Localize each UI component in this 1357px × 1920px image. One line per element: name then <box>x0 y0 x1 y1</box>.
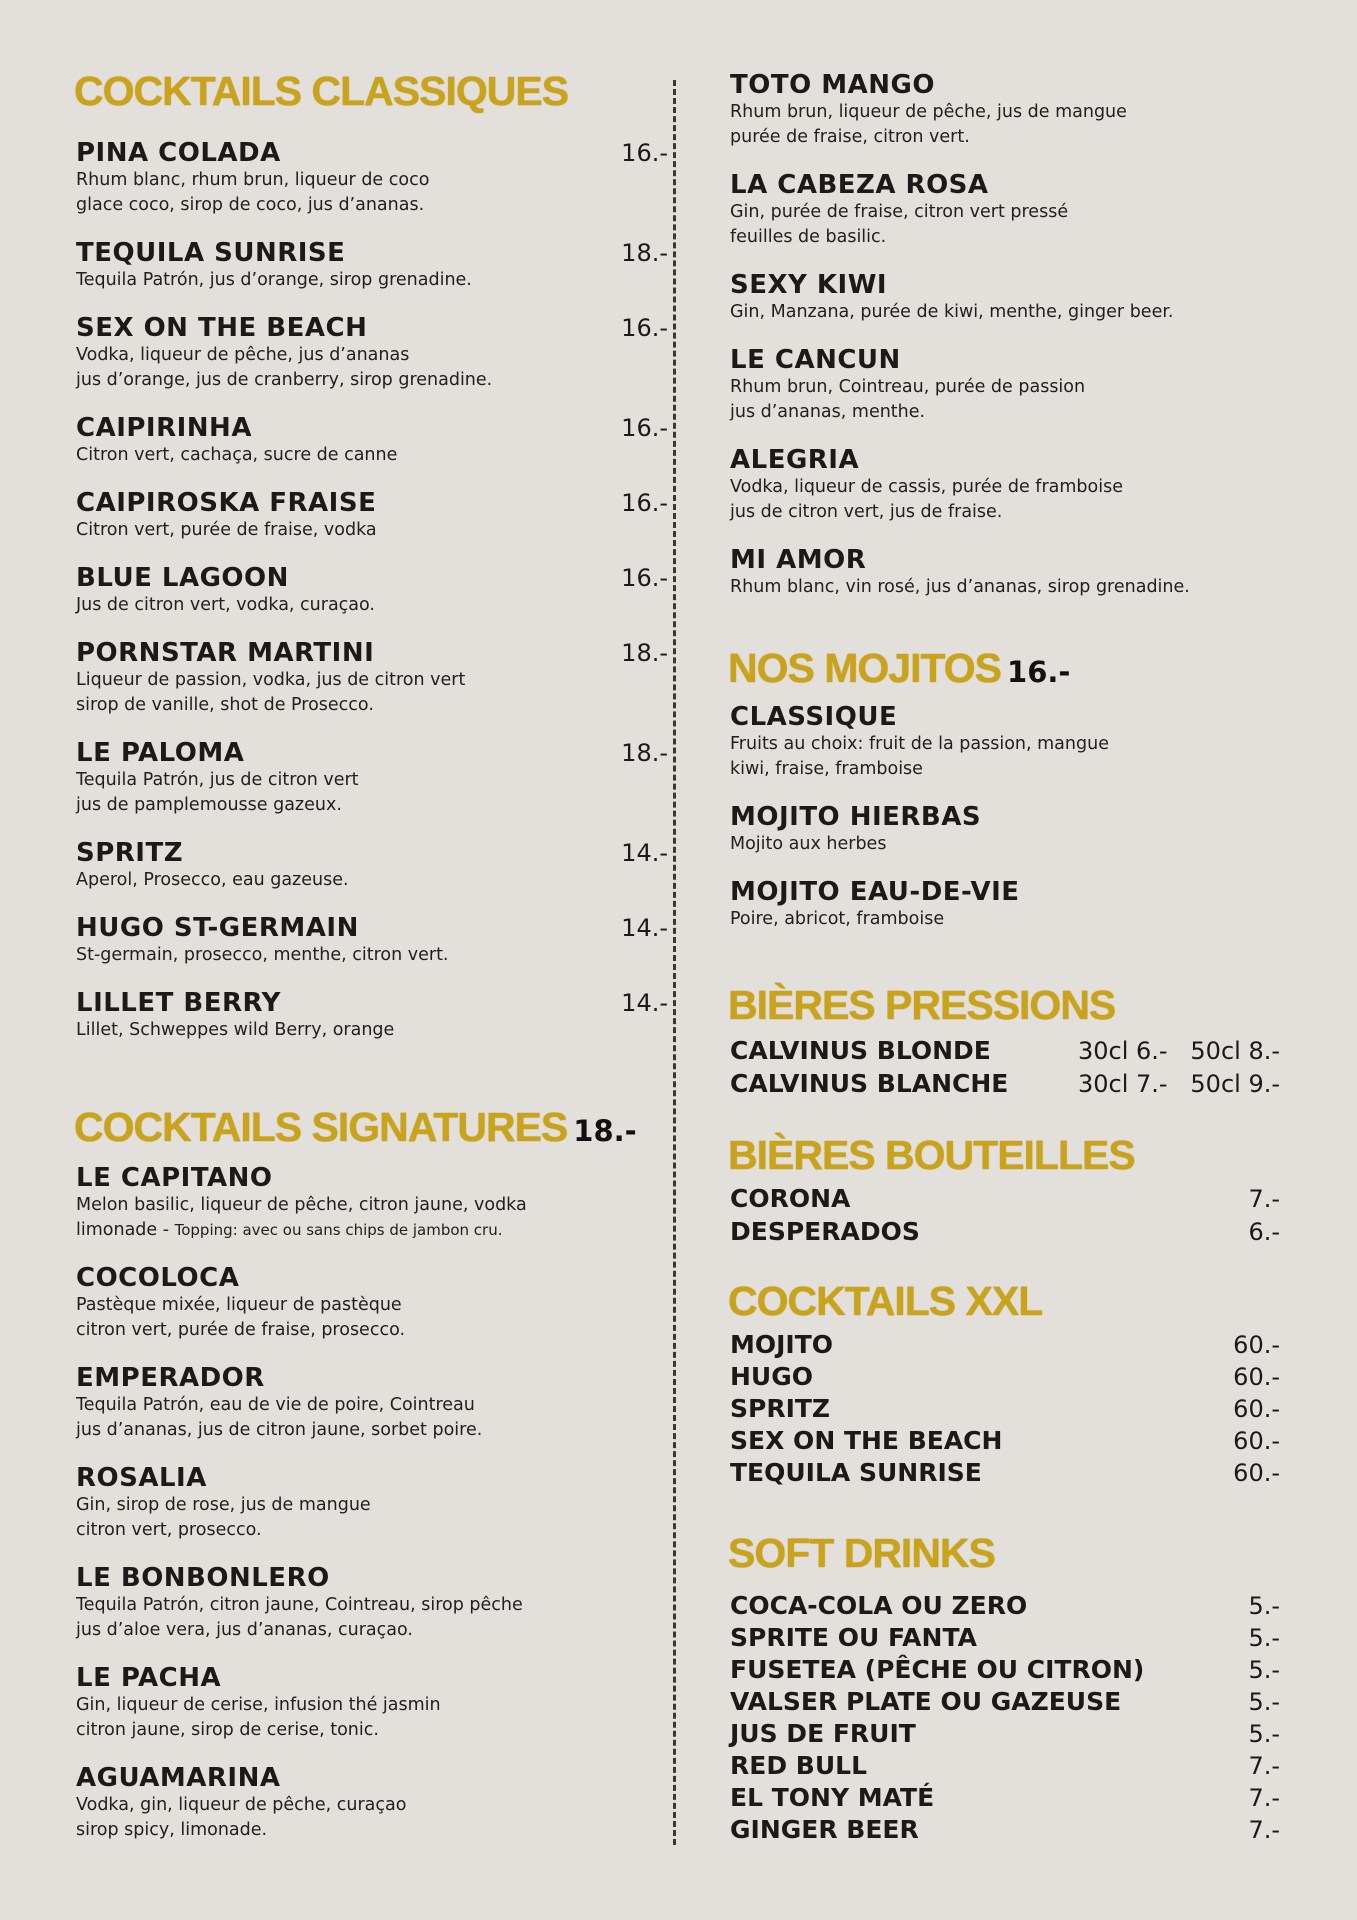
item-name: MOJITO EAU-DE-VIE <box>730 877 1020 907</box>
item-name: PORNSTAR MARTINI <box>76 638 375 668</box>
menu-item <box>76 488 668 543</box>
item-desc-line2: limonade - <box>76 1220 175 1240</box>
item-name: TEQUILA SUNRISE <box>76 238 346 268</box>
row-name: COCA-COLA OU ZERO <box>730 1591 1028 1620</box>
item-desc: Poire, abricot, framboise <box>730 909 945 929</box>
price-row <box>730 1457 1280 1489</box>
row-name: CALVINUS BLONDE <box>730 1036 991 1065</box>
price-row <box>730 1782 1280 1814</box>
row-price: 5.- <box>1248 1592 1280 1620</box>
item-name: LE BONBONLERO <box>76 1563 330 1593</box>
row-name: SEX ON THE BEACH <box>730 1426 1003 1455</box>
price-row <box>730 1361 1280 1393</box>
item-name: TOTO MANGO <box>730 70 935 100</box>
menu-item <box>76 1163 646 1243</box>
item-desc: Liqueur de passion, vodka, jus de citron vert sirop de vanille, shot de Prosecco. <box>76 670 466 715</box>
item-name: MOJITO HIERBAS <box>730 802 982 832</box>
item-name: LE PACHA <box>76 1663 222 1693</box>
menu-item <box>730 170 1280 250</box>
item-desc: Tequila Patrón, eau de vie de poire, Cointreau jus d’ananas, jus de citron jaune, sorbet poire. <box>76 1395 483 1440</box>
item-price: 18.- <box>621 239 668 267</box>
item-desc-line1: Melon basilic, liqueur de pêche, citron jaune, vodka <box>76 1195 527 1215</box>
row-name: JUS DE FRUIT <box>730 1719 916 1748</box>
row-price: 7.- <box>1248 1816 1280 1844</box>
item-desc <box>76 1193 646 1243</box>
price-row <box>730 1216 1280 1248</box>
price-row <box>730 1654 1280 1686</box>
item-price: 14.- <box>621 914 668 942</box>
item-desc: Rhum brun, liqueur de pêche, jus de mangue purée de fraise, citron vert. <box>730 102 1127 147</box>
row-price-50cl: 50cl 9.- <box>1190 1070 1280 1098</box>
row-name: RED BULL <box>730 1751 867 1780</box>
item-desc: Rhum blanc, rhum brun, liqueur de coco glace coco, sirop de coco, jus d’ananas. <box>76 170 430 215</box>
section-title-cocktails-classiques: COCKTAILS CLASSIQUES <box>74 68 569 114</box>
item-desc: St-germain, prosecco, menthe, citron vert. <box>76 945 449 965</box>
item-price: 16.- <box>621 314 668 342</box>
price-row <box>730 1686 1280 1718</box>
section-title-nos-mojitos <box>728 645 1070 692</box>
row-name: DESPERADOS <box>730 1217 920 1246</box>
item-name: COCOLOCA <box>76 1263 240 1293</box>
item-desc: Fruits au choix: fruit de la passion, mangue kiwi, fraise, framboise <box>730 734 1109 779</box>
item-name: SEX ON THE BEACH <box>76 313 368 343</box>
column-divider <box>673 80 676 1845</box>
menu-item <box>730 802 1280 857</box>
menu-item <box>730 70 1280 150</box>
row-price: 7.- <box>1248 1784 1280 1812</box>
item-name: ROSALIA <box>76 1463 207 1493</box>
menu-item <box>730 545 1280 600</box>
menu-item <box>76 1663 646 1743</box>
item-desc: Vodka, liqueur de pêche, jus d’ananas jus d’orange, jus de cranberry, sirop grenadine. <box>76 345 493 390</box>
menu-item <box>730 702 1280 782</box>
item-desc: Gin, Manzana, purée de kiwi, menthe, ginger beer. <box>730 302 1174 322</box>
menu-item <box>76 313 668 393</box>
item-price: 14.- <box>621 989 668 1017</box>
section-price: 16.- <box>1007 655 1071 689</box>
item-price: 16.- <box>621 489 668 517</box>
item-name: ALEGRIA <box>730 445 860 475</box>
item-name: MI AMOR <box>730 545 867 575</box>
row-price: 5.- <box>1248 1656 1280 1684</box>
row-name: VALSER PLATE OU GAZEUSE <box>730 1687 1122 1716</box>
menu-item <box>76 1463 646 1543</box>
row-name: CALVINUS BLANCHE <box>730 1069 1009 1098</box>
row-price: 60.- <box>1233 1427 1280 1455</box>
menu-item <box>76 838 668 893</box>
row-name: CORONA <box>730 1184 851 1213</box>
item-name: LA CABEZA ROSA <box>730 170 989 200</box>
row-price: 7.- <box>1248 1185 1280 1213</box>
item-desc: Gin, liqueur de cerise, infusion thé jasmin citron jaune, sirop de cerise, tonic. <box>76 1695 441 1740</box>
item-price: 14.- <box>621 839 668 867</box>
item-name: LILLET BERRY <box>76 988 281 1018</box>
item-desc: Citron vert, cachaça, sucre de canne <box>76 445 398 465</box>
price-row <box>730 1393 1280 1425</box>
item-name: CLASSIQUE <box>730 702 898 732</box>
menu-item <box>76 1263 646 1343</box>
section-title-bieres-pressions: BIÈRES PRESSIONS <box>728 982 1116 1028</box>
item-name: BLUE LAGOON <box>76 563 289 593</box>
item-name: AGUAMARINA <box>76 1763 281 1793</box>
row-name: TEQUILA SUNRISE <box>730 1458 982 1487</box>
price-row <box>730 1718 1280 1750</box>
item-name: SEXY KIWI <box>730 270 888 300</box>
menu-item <box>76 988 668 1043</box>
price-row <box>730 1329 1280 1361</box>
row-price-30cl: 30cl 7.- <box>1078 1070 1168 1098</box>
item-price: 16.- <box>621 564 668 592</box>
row-price: 5.- <box>1248 1624 1280 1652</box>
menu-item <box>730 877 1280 932</box>
row-price: 6.- <box>1248 1218 1280 1246</box>
row-name: FUSETEA (PÊCHE OU CITRON) <box>730 1655 1145 1684</box>
price-row <box>730 1590 1280 1622</box>
item-name: EMPERADOR <box>76 1363 265 1393</box>
menu-item <box>730 345 1280 425</box>
menu-item <box>76 913 668 968</box>
price-row <box>730 1814 1280 1846</box>
item-desc: Mojito aux herbes <box>730 834 887 854</box>
item-desc: Gin, purée de fraise, citron vert pressé feuilles de basilic. <box>730 202 1069 247</box>
item-name: PINA COLADA <box>76 138 281 168</box>
item-desc: Aperol, Prosecco, eau gazeuse. <box>76 870 349 890</box>
price-row <box>730 1183 1280 1215</box>
item-price: 16.- <box>621 139 668 167</box>
item-price: 16.- <box>621 414 668 442</box>
item-name: HUGO ST-GERMAIN <box>76 913 359 943</box>
menu-item <box>76 738 668 818</box>
row-price: 60.- <box>1233 1459 1280 1487</box>
section-title-soft-drinks: SOFT DRINKS <box>728 1530 995 1576</box>
item-topping: Topping: avec ou sans chips de jambon cru. <box>174 1221 503 1239</box>
menu-item <box>730 270 1280 325</box>
item-desc: Gin, sirop de rose, jus de mangue citron vert, prosecco. <box>76 1495 371 1540</box>
menu-item <box>76 1363 646 1443</box>
row-price-30cl: 30cl 6.- <box>1078 1037 1168 1065</box>
row-price: 60.- <box>1233 1331 1280 1359</box>
row-name: EL TONY MATÉ <box>730 1783 935 1812</box>
menu-item <box>76 138 668 218</box>
item-desc: Vodka, liqueur de cassis, purée de framboise jus de citron vert, jus de fraise. <box>730 477 1123 522</box>
row-price: 5.- <box>1248 1720 1280 1748</box>
row-name: GINGER BEER <box>730 1815 919 1844</box>
menu-item <box>76 563 668 618</box>
item-desc: Jus de citron vert, vodka, curaçao. <box>76 595 375 615</box>
item-price: 18.- <box>621 739 668 767</box>
row-name: MOJITO <box>730 1330 834 1359</box>
price-row <box>730 1622 1280 1654</box>
item-name: LE PALOMA <box>76 738 245 768</box>
row-price: 60.- <box>1233 1395 1280 1423</box>
section-title-cocktails-signatures <box>74 1104 637 1151</box>
row-price: 7.- <box>1248 1752 1280 1780</box>
menu-item <box>730 445 1280 525</box>
row-price: 5.- <box>1248 1688 1280 1716</box>
row-name: HUGO <box>730 1362 813 1391</box>
item-desc: Vodka, gin, liqueur de pêche, curaçao sirop spicy, limonade. <box>76 1795 407 1840</box>
section-title-text: NOS MOJITOS <box>728 645 1002 691</box>
item-desc: Rhum brun, Cointreau, purée de passion jus d’ananas, menthe. <box>730 377 1086 422</box>
section-price: 18.- <box>573 1114 637 1148</box>
row-name: SPRITZ <box>730 1394 831 1423</box>
item-name: LE CANCUN <box>730 345 901 375</box>
section-title-text: COCKTAILS SIGNATURES <box>74 1104 568 1150</box>
item-desc: Rhum blanc, vin rosé, jus d’ananas, sirop grenadine. <box>730 577 1190 597</box>
section-title-cocktails-xxl: COCKTAILS XXL <box>728 1278 1043 1324</box>
section-title-bieres-bouteilles: BIÈRES BOUTEILLES <box>728 1132 1135 1178</box>
price-row <box>730 1425 1280 1457</box>
item-name: CAIPIRINHA <box>76 413 252 443</box>
item-desc: Tequila Patrón, jus de citron vert jus de pamplemousse gazeux. <box>76 770 359 815</box>
row-price: 60.- <box>1233 1363 1280 1391</box>
item-price: 18.- <box>621 639 668 667</box>
item-desc: Tequila Patrón, citron jaune, Cointreau, sirop pêche jus d’aloe vera, jus d’ananas, curaçao. <box>76 1595 523 1640</box>
menu-item <box>76 413 668 468</box>
price-row <box>730 1750 1280 1782</box>
item-name: LE CAPITANO <box>76 1163 273 1193</box>
item-desc: Tequila Patrón, jus d’orange, sirop grenadine. <box>76 270 472 290</box>
menu-item <box>76 1763 646 1843</box>
item-desc: Pastèque mixée, liqueur de pastèque citron vert, purée de fraise, prosecco. <box>76 1295 406 1340</box>
item-desc: Citron vert, purée de fraise, vodka <box>76 520 377 540</box>
item-name: SPRITZ <box>76 838 184 868</box>
item-desc: Lillet, Schweppes wild Berry, orange <box>76 1020 395 1040</box>
price-row <box>730 1068 1280 1100</box>
menu-item <box>76 1563 646 1643</box>
item-name: CAIPIROSKA FRAISE <box>76 488 377 518</box>
price-row <box>730 1035 1280 1067</box>
row-price-50cl: 50cl 8.- <box>1190 1037 1280 1065</box>
row-name: SPRITE OU FANTA <box>730 1623 977 1652</box>
menu-item <box>76 238 668 293</box>
menu-item <box>76 638 668 718</box>
